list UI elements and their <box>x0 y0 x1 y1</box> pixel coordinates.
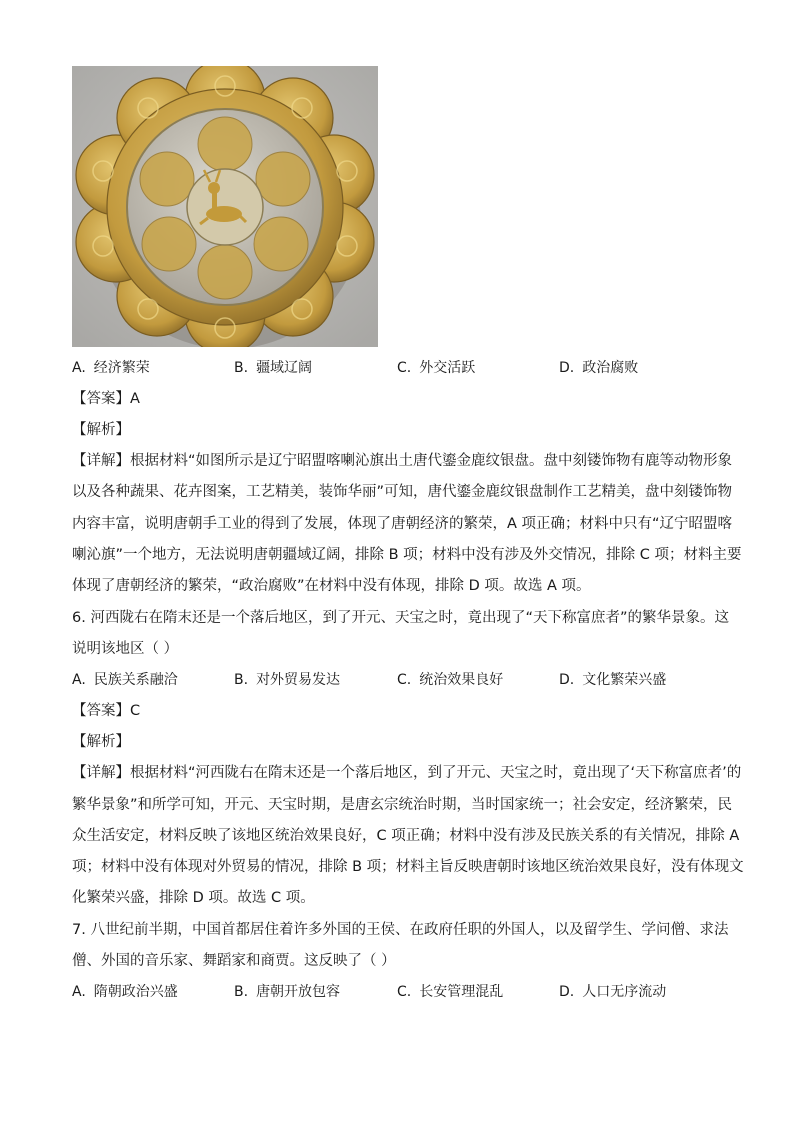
q5-option-a: A. 经济繁荣 <box>72 360 150 376</box>
q6-detail-line: 【详解】根据材料“河西陇右在隋末还是一个落后地区，到了开元、天宝之时，竟出现了‘天下称富庶者’的 <box>72 765 742 781</box>
q7-option-c: C. 长安管理混乱 <box>397 984 504 1000</box>
q5-option-b: B. 疆域辽阔 <box>234 360 313 376</box>
q5-detail-line: 喇沁旗”一个地方，无法说明唐朝疆域辽阔，排除 B 项；材料中没有涉及外交情况，排除 C 项；材料主要 <box>72 547 742 563</box>
q6-detail-line: 项；材料中没有体现对外贸易的情况，排除 B 项；材料主旨反映唐朝时该地区统治效果良好，没有体现文 <box>72 859 744 875</box>
q6-options <box>72 670 732 690</box>
q6-option-a: A. 民族关系融洽 <box>72 672 178 688</box>
gilt-deer-silver-plate-photo <box>72 66 378 347</box>
q7-option-a: A. 隋朝政治兴盛 <box>72 984 178 1000</box>
q6-answer: 【答案】C <box>72 703 141 719</box>
q5-detail-line: 体现了唐朝经济的繁荣，“政治腐败”在材料中没有体现，排除 D 项。故选 A 项。 <box>72 578 591 594</box>
q7-stem-line: 僧、外国的音乐家、舞蹈家和商贾。这反映了（ ） <box>72 953 396 969</box>
q5-option-c: C. 外交活跃 <box>397 360 476 376</box>
q5-analysis-heading: 【解析】 <box>72 422 130 438</box>
q6-analysis-heading: 【解析】 <box>72 734 130 750</box>
q6-option-b: B. 对外贸易发达 <box>234 672 341 688</box>
q7-stem-line: 7. 八世纪前半期，中国首都居住着许多外国的王侯、在政府任职的外国人，以及留学生、学问僧、求法 <box>72 922 729 938</box>
q7-option-d: D. 人口无序流动 <box>559 984 667 1000</box>
q7-option-b: B. 唐朝开放包容 <box>234 984 341 1000</box>
q5-detail-line: 内容丰富，说明唐朝手工业的得到了发展，体现了唐朝经济的繁荣，A 项正确；材料中只有“辽宁昭盟喀 <box>72 516 733 532</box>
q5-answer: 【答案】A <box>72 391 140 407</box>
q5-detail-line: 【详解】根据材料“如图所示是辽宁昭盟喀喇沁旗出土唐代鎏金鹿纹银盘。盘中刻镂饰物有鹿等动物形象 <box>72 453 733 469</box>
q6-detail-line: 众生活安定，材料反映了该地区统治效果良好，C 项正确；材料中没有涉及民族关系的有关情况，排除 A <box>72 828 740 844</box>
q6-detail-line: 繁华景象”和所学可知，开元、天宝时期，是唐玄宗统治时期，当时国家统一；社会安定，经济繁荣，民 <box>72 797 733 813</box>
q5-detail-line: 以及各种蔬果、花卉图案，工艺精美，装饰华丽”可知，唐代鎏金鹿纹银盘制作工艺精美，盘中刻镂饰物 <box>72 484 733 500</box>
q7-options <box>72 982 732 1002</box>
q6-stem-line: 说明该地区（ ） <box>72 641 179 657</box>
q6-option-c: C. 统治效果良好 <box>397 672 504 688</box>
q6-stem-line: 6. 河西陇右在隋末还是一个落后地区，到了开元、天宝之时，竟出现了“天下称富庶者”的繁华景象。这 <box>72 610 729 626</box>
q5-options <box>72 358 732 378</box>
q6-detail-line: 化繁荣兴盛，排除 D 项。故选 C 项。 <box>72 890 315 906</box>
q5-option-d: D. 政治腐败 <box>559 360 639 376</box>
q6-option-d: D. 文化繁荣兴盛 <box>559 672 667 688</box>
